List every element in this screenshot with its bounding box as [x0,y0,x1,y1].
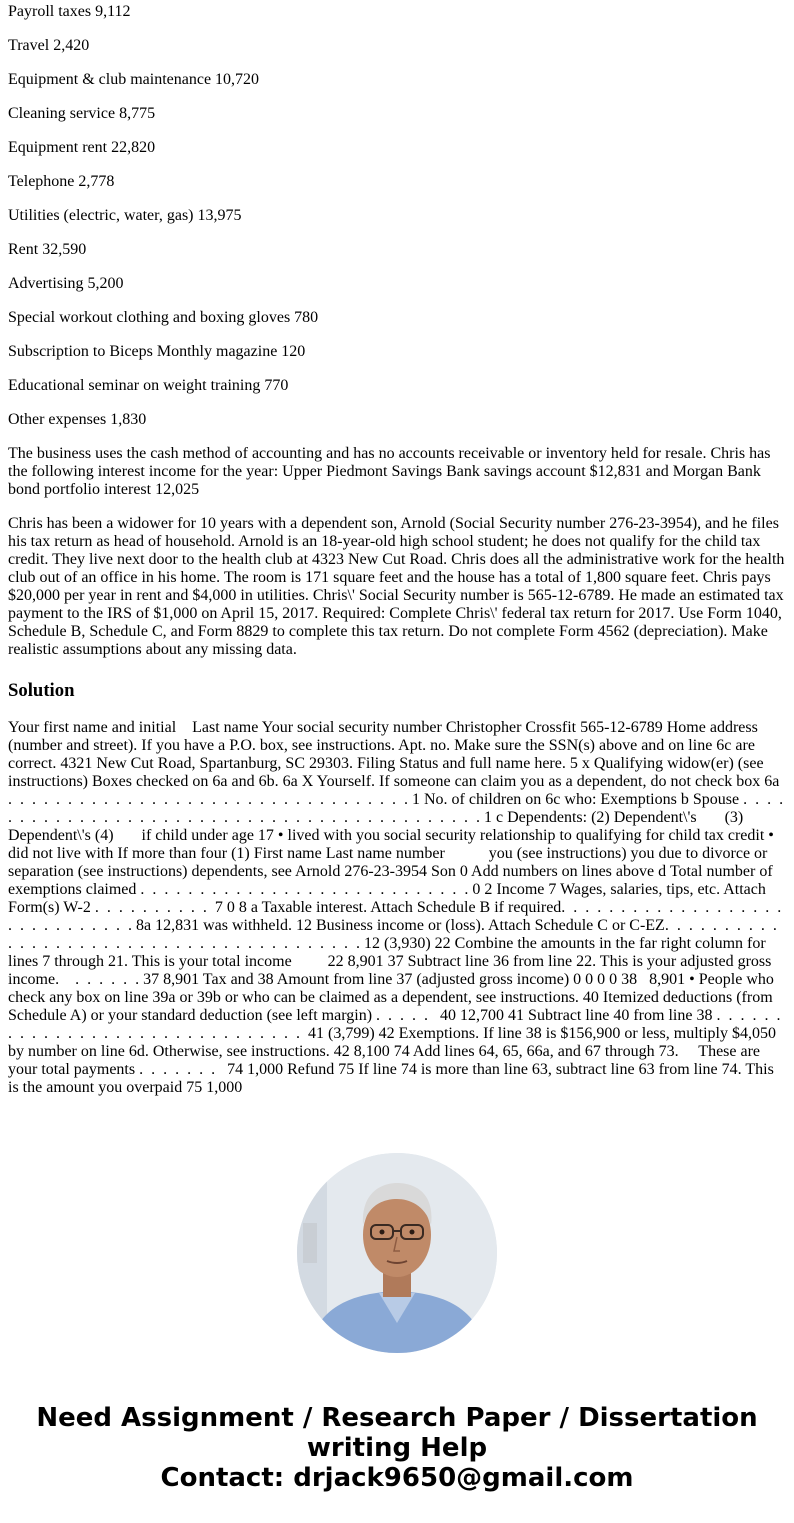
portrait-photo [297,1153,497,1353]
contact-banner [0,1403,794,1493]
expense-item-travel: Travel 2,420 [8,37,90,54]
expense-item-telephone: Telephone 2,778 [8,173,115,190]
author-avatar [297,1153,497,1353]
solution-heading: Solution [8,680,75,701]
expense-item-cleaning-service: Cleaning service 8,775 [8,105,156,122]
expense-item-educational-seminar: Educational seminar on weight training 770 [8,377,289,394]
expense-item-other-expenses: Other expenses 1,830 [8,411,147,428]
expense-item-utilities: Utilities (electric, water, gas) 13,975 [8,207,242,224]
expense-item-advertising: Advertising 5,200 [8,275,124,292]
cta-line-contact-email: Contact: drjack9650@gmail.com [160,1463,634,1493]
expense-item-equipment-rent: Equipment rent 22,820 [8,139,156,156]
expense-item-equipment-maintenance: Equipment & club maintenance 10,720 [8,71,260,88]
expense-item-workout-clothing: Special workout clothing and boxing gloves 780 [8,309,319,326]
expense-item-magazine-subscription: Subscription to Biceps Monthly magazine 120 [8,343,306,360]
taxpayer-details-paragraph: Chris has been a widower for 10 years with a dependent son, Arnold (Social Security number 276-23-3954), and he files his tax return as head of household. Arnold is an 18-year-old high school student; he does not qualify for the child tax credit. They live next door to the health club at 4323 New Cut Road. Chris does all the administrative work for the health club out of an office in his home. The room is 171 square feet and the house has a total of 1,800 square feet. Chris pays $20,000 per year in rent and $4,000 in utilities. Chris\' Social Security number is 565-12-6789. He made an estimated tax payment to the IRS of $1,000 on April 15, 2017. Required: Complete Chris\' federal tax return for 2017. Use Form 1040, Schedule B, Schedule C, and Form 8829 to complete this tax return. Do not complete Form 4562 (depreciation). Make realistic assumptions about any missing data. [8,515,785,658]
expense-list [8,3,786,429]
cta-line-writing-help: writing Help [306,1433,488,1463]
solution-text: Your first name and initial Last name Your social security number Christopher Crossfit 565-12-6789 Home address (number and street). If you have a P.O. box, see instructions. Apt. no. Make sure the SSN(s) above and on line 6c are correct. 4321 New Cut Road, Spartanburg, SC 29303. Filing Status and full name here. 5 x Qualifying widow(er) (see instructions) Boxes checked on 6a and 6b. 6a X Yourself. If someone can claim you as a dependent, do not check box 6a . . . . . . . . . . . . . . . . . . . . . . . . . . . . . . . . . . 1 No. of children on 6c who: Exemptions b Spouse . . . . . . . . . . . . . . . . . . . . . . . . . . . . . . . . . . . . . . . . . . . . 1 c Dependents: (2) Dependent\'s (3) Dependent\'s (4) if child under age 17 • lived with you social security relationship to qualifying for child tax credit • did not live with If more than four (1) First name Last name number you (see instructions) you due to divorce or separation (see instructions) dependents, see Arnold 276-23-3954 Son 0 Add numbers on lines above d Total number of exemptions claimed . . . . . . . . . . . . . . . . . . . . . . . . . . . . 0 2 Income 7 Wages, salaries, tips, etc. Attach Form(s) W-2 . . . . . . . . . . 7 0 8 a Taxable interest. Attach Schedule B if required. . . . . . . . . . . . . . . . . . . . . . . . . . . . . . 8a 12,831 was withheld. 12 Business income or (loss). Attach Schedule C or C-EZ. . . . . . . . . . . . . . . . . . . . . . . . . . . . . . . . . . . . . . . . 12 (3,930) 22 Combine the amounts in the far right column for lines 7 through 21. This is your total income 22 8,901 37 Subtract line 36 from line 22. This is your adjusted gross income. . . . . . . 37 8,901 Tax and 38 Amount from line 37 (adjusted gross income) 0 0 0 0 38 8,901 • People who check any box on line 39a or 39b or who can be claimed as a dependent, see instructions. 40 Itemized deductions (from Schedule A) or your standard deduction (see left margin) . . . . . 40 12,700 41 Subtract line 40 from line 38 . . . . . . . . . . . . . . . . . . . . . . . . . . . . . . . 41 (3,799) 42 Exemptions. If line 38 is $156,900 or less, multiply $4,050 by number on line 6d. Otherwise, see instructions. 42 8,100 74 Add lines 64, 65, 66a, and 67 through 73. These are your total payments . . . . . . . 74 1,000 Refund 75 If line 74 is more than line 63, subtract line 63 from line 74. This is the amount you overpaid 75 1,000 [8,719,792,1096]
cta-line-assignment-help: Need Assignment / Research Paper / Dissertation [36,1403,758,1433]
expense-item-payroll-taxes: Payroll taxes 9,112 [8,3,131,20]
expense-item-rent: Rent 32,590 [8,241,87,258]
accounting-method-paragraph: The business uses the cash method of accounting and has no accounts receivable or inventory held for resale. Chris has the following interest income for the year: Upper Piedmont Savings Bank savings account $12,831 and Morgan Bank bond portfolio interest 12,025 [8,445,771,498]
